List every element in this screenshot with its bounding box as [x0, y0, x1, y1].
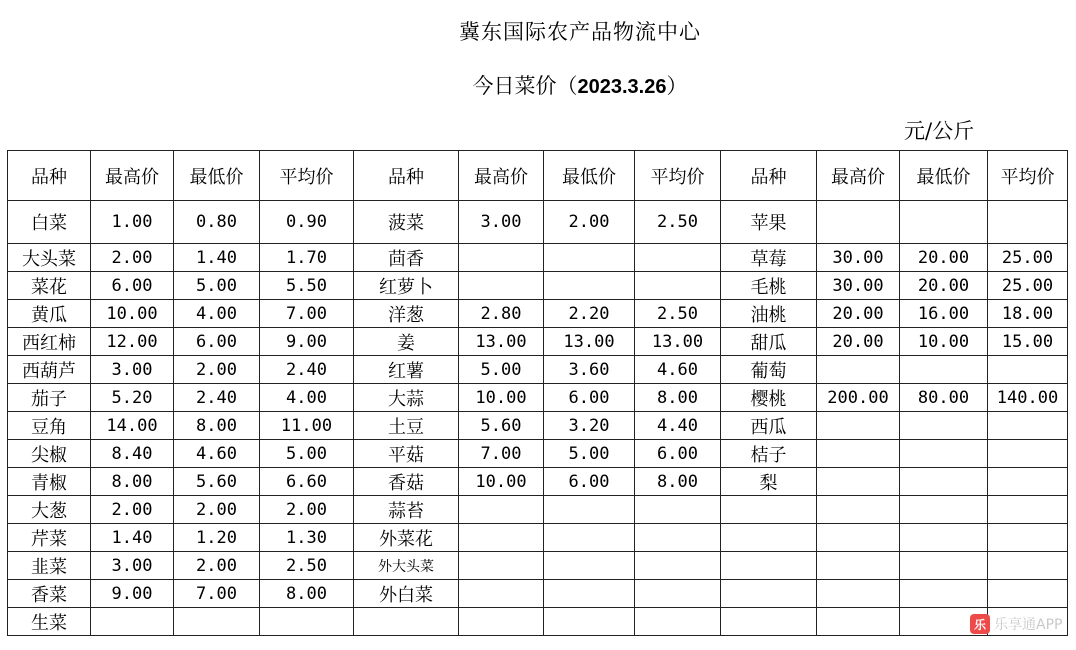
price-cell	[635, 608, 721, 636]
price-cell: 30.00	[817, 272, 900, 300]
item-name-cell: 菜花	[8, 272, 91, 300]
column-header: 最高价	[817, 151, 900, 201]
table-row	[8, 468, 1068, 496]
price-cell: 1.70	[260, 244, 354, 272]
page-subtitle	[0, 70, 1076, 100]
item-name-cell: 梨	[721, 468, 817, 496]
price-cell: 3.20	[544, 412, 635, 440]
price-cell: 6.60	[260, 468, 354, 496]
column-header: 品种	[354, 151, 459, 201]
price-cell: 0.90	[260, 201, 354, 244]
price-cell	[174, 608, 260, 636]
subtitle-suffix: ）	[666, 74, 688, 98]
price-cell	[635, 552, 721, 580]
price-cell: 80.00	[900, 384, 988, 412]
price-cell: 2.40	[174, 384, 260, 412]
price-cell: 6.00	[91, 272, 174, 300]
price-cell	[635, 524, 721, 552]
price-cell	[817, 468, 900, 496]
item-name-cell: 西红柿	[8, 328, 91, 356]
price-cell: 6.00	[544, 468, 635, 496]
price-cell	[817, 552, 900, 580]
price-cell	[459, 608, 544, 636]
price-cell	[635, 580, 721, 608]
price-cell: 10.00	[900, 328, 988, 356]
item-name-cell: 生菜	[8, 608, 91, 636]
item-name-cell: 毛桃	[721, 272, 817, 300]
price-cell: 25.00	[988, 244, 1068, 272]
column-header: 品种	[8, 151, 91, 201]
price-cell: 2.00	[544, 201, 635, 244]
item-name-cell: 大头菜	[8, 244, 91, 272]
table-row	[8, 272, 1068, 300]
table-row	[8, 580, 1068, 608]
price-cell	[988, 496, 1068, 524]
table-row	[8, 496, 1068, 524]
price-cell: 18.00	[988, 300, 1068, 328]
item-name-cell: 西葫芦	[8, 356, 91, 384]
price-cell	[817, 201, 900, 244]
table-row	[8, 244, 1068, 272]
price-cell	[988, 552, 1068, 580]
price-cell: 2.00	[91, 244, 174, 272]
price-cell: 0.80	[174, 201, 260, 244]
item-name-cell: 大葱	[8, 496, 91, 524]
table-row	[8, 412, 1068, 440]
item-name-cell	[354, 608, 459, 636]
price-cell	[459, 580, 544, 608]
app-logo-icon: 乐	[970, 614, 990, 634]
price-cell	[635, 496, 721, 524]
price-cell: 10.00	[91, 300, 174, 328]
price-cell: 4.00	[260, 384, 354, 412]
price-cell: 10.00	[459, 384, 544, 412]
price-cell: 2.50	[635, 300, 721, 328]
table-row	[8, 384, 1068, 412]
column-header: 最高价	[91, 151, 174, 201]
price-cell: 4.40	[635, 412, 721, 440]
item-name-cell: 草莓	[721, 244, 817, 272]
price-cell: 20.00	[817, 328, 900, 356]
price-cell: 14.00	[91, 412, 174, 440]
price-cell: 8.00	[635, 468, 721, 496]
price-cell	[817, 580, 900, 608]
price-cell: 9.00	[91, 580, 174, 608]
item-name-cell: 茴香	[354, 244, 459, 272]
column-header: 平均价	[988, 151, 1068, 201]
item-name-cell: 洋葱	[354, 300, 459, 328]
price-cell	[817, 496, 900, 524]
price-cell: 1.40	[91, 524, 174, 552]
item-name-cell: 芹菜	[8, 524, 91, 552]
price-cell: 2.40	[260, 356, 354, 384]
price-cell: 6.00	[174, 328, 260, 356]
table-row	[8, 300, 1068, 328]
price-cell: 5.00	[459, 356, 544, 384]
price-cell: 20.00	[817, 300, 900, 328]
price-cell	[988, 468, 1068, 496]
price-cell	[544, 580, 635, 608]
price-cell	[900, 468, 988, 496]
price-cell	[900, 524, 988, 552]
price-cell	[988, 580, 1068, 608]
price-cell	[459, 552, 544, 580]
item-name-cell	[721, 580, 817, 608]
price-cell	[459, 244, 544, 272]
table-row	[8, 608, 1068, 636]
price-cell: 5.00	[174, 272, 260, 300]
price-cell: 4.00	[174, 300, 260, 328]
column-header: 最低价	[174, 151, 260, 201]
price-cell: 3.00	[459, 201, 544, 244]
price-cell: 5.00	[544, 440, 635, 468]
price-cell: 1.00	[91, 201, 174, 244]
item-name-cell: 香菜	[8, 580, 91, 608]
price-cell: 16.00	[900, 300, 988, 328]
price-cell: 9.00	[260, 328, 354, 356]
item-name-cell: 菠菜	[354, 201, 459, 244]
price-cell: 5.60	[174, 468, 260, 496]
table-row	[8, 524, 1068, 552]
price-cell: 2.20	[544, 300, 635, 328]
unit-label: 元/公斤	[904, 119, 975, 143]
price-cell	[900, 412, 988, 440]
price-cell	[817, 440, 900, 468]
item-name-cell: 西瓜	[721, 412, 817, 440]
price-cell	[544, 524, 635, 552]
item-name-cell: 香菇	[354, 468, 459, 496]
price-cell: 13.00	[544, 328, 635, 356]
price-cell	[459, 272, 544, 300]
item-name-cell: 红萝卜	[354, 272, 459, 300]
price-cell: 25.00	[988, 272, 1068, 300]
price-cell	[988, 412, 1068, 440]
price-cell	[459, 496, 544, 524]
price-cell: 4.60	[174, 440, 260, 468]
price-cell	[544, 608, 635, 636]
price-cell	[900, 356, 988, 384]
price-cell	[900, 201, 988, 244]
item-name-cell: 土豆	[354, 412, 459, 440]
price-cell	[635, 244, 721, 272]
page-title: 冀东国际农产品物流中心	[459, 20, 701, 44]
price-cell: 7.00	[260, 300, 354, 328]
item-name-cell: 大蒜	[354, 384, 459, 412]
price-cell	[260, 608, 354, 636]
price-cell	[544, 272, 635, 300]
item-name-cell: 桔子	[721, 440, 817, 468]
price-cell: 5.00	[260, 440, 354, 468]
price-cell	[900, 580, 988, 608]
price-cell: 2.00	[260, 496, 354, 524]
price-cell	[900, 440, 988, 468]
item-name-cell: 外菜花	[354, 524, 459, 552]
price-cell: 3.60	[544, 356, 635, 384]
item-name-cell	[721, 496, 817, 524]
price-cell: 8.00	[174, 412, 260, 440]
price-cell: 7.00	[174, 580, 260, 608]
item-name-cell: 葡萄	[721, 356, 817, 384]
table-row	[8, 440, 1068, 468]
price-cell: 3.00	[91, 552, 174, 580]
price-cell	[988, 440, 1068, 468]
price-cell: 8.40	[91, 440, 174, 468]
column-header: 平均价	[635, 151, 721, 201]
column-header: 品种	[721, 151, 817, 201]
price-cell: 8.00	[260, 580, 354, 608]
price-cell	[817, 412, 900, 440]
price-cell	[544, 496, 635, 524]
item-name-cell: 姜	[354, 328, 459, 356]
item-name-cell	[721, 608, 817, 636]
price-cell: 2.00	[91, 496, 174, 524]
price-cell: 13.00	[635, 328, 721, 356]
price-cell: 2.00	[174, 496, 260, 524]
price-cell: 30.00	[817, 244, 900, 272]
subtitle-date: 2023.3.26	[577, 76, 667, 98]
item-name-cell	[721, 524, 817, 552]
column-header: 最低价	[544, 151, 635, 201]
price-cell	[544, 244, 635, 272]
item-name-cell: 苹果	[721, 201, 817, 244]
subtitle-prefix: 今日菜价（	[472, 74, 578, 98]
table-row	[8, 201, 1068, 244]
item-name-cell: 韭菜	[8, 552, 91, 580]
price-cell	[91, 608, 174, 636]
price-cell	[817, 356, 900, 384]
price-cell: 7.00	[459, 440, 544, 468]
price-cell	[459, 524, 544, 552]
price-cell: 2.50	[635, 201, 721, 244]
price-cell	[988, 356, 1068, 384]
watermark-text: 乐享通APP	[994, 617, 1063, 633]
price-cell	[817, 524, 900, 552]
price-cell	[988, 524, 1068, 552]
table-row	[8, 356, 1068, 384]
price-table	[7, 150, 1068, 636]
item-name-cell: 平菇	[354, 440, 459, 468]
price-cell: 2.00	[174, 356, 260, 384]
table-header-row	[8, 151, 1068, 201]
price-cell: 20.00	[900, 244, 988, 272]
price-cell: 1.30	[260, 524, 354, 552]
price-cell: 2.80	[459, 300, 544, 328]
table-row	[8, 328, 1068, 356]
price-cell: 2.50	[260, 552, 354, 580]
price-cell	[817, 608, 900, 636]
price-cell	[988, 201, 1068, 244]
item-name-cell: 外大头菜	[354, 552, 459, 580]
price-cell: 8.00	[635, 384, 721, 412]
price-cell	[900, 496, 988, 524]
price-cell: 6.00	[635, 440, 721, 468]
price-cell	[544, 552, 635, 580]
price-cell: 8.00	[91, 468, 174, 496]
item-name-cell: 红薯	[354, 356, 459, 384]
price-cell	[900, 552, 988, 580]
item-name-cell: 外白菜	[354, 580, 459, 608]
price-cell: 6.00	[544, 384, 635, 412]
price-cell: 11.00	[260, 412, 354, 440]
table-row	[8, 552, 1068, 580]
price-cell: 200.00	[817, 384, 900, 412]
item-name-cell: 蒜苔	[354, 496, 459, 524]
price-cell: 140.00	[988, 384, 1068, 412]
price-cell: 5.50	[260, 272, 354, 300]
price-cell: 5.20	[91, 384, 174, 412]
item-name-cell: 黄瓜	[8, 300, 91, 328]
price-cell: 1.20	[174, 524, 260, 552]
item-name-cell: 青椒	[8, 468, 91, 496]
item-name-cell: 豆角	[8, 412, 91, 440]
price-cell: 13.00	[459, 328, 544, 356]
price-cell: 10.00	[459, 468, 544, 496]
column-header: 最低价	[900, 151, 988, 201]
price-cell: 3.00	[91, 356, 174, 384]
price-cell: 20.00	[900, 272, 988, 300]
price-cell: 5.60	[459, 412, 544, 440]
price-cell: 4.60	[635, 356, 721, 384]
item-name-cell: 白菜	[8, 201, 91, 244]
price-cell: 12.00	[91, 328, 174, 356]
price-cell: 2.00	[174, 552, 260, 580]
column-header: 最高价	[459, 151, 544, 201]
item-name-cell: 茄子	[8, 384, 91, 412]
item-name-cell	[721, 552, 817, 580]
item-name-cell: 甜瓜	[721, 328, 817, 356]
item-name-cell: 樱桃	[721, 384, 817, 412]
price-cell	[635, 272, 721, 300]
item-name-cell: 尖椒	[8, 440, 91, 468]
watermark	[970, 614, 1062, 634]
price-cell: 15.00	[988, 328, 1068, 356]
column-header: 平均价	[260, 151, 354, 201]
item-name-cell: 油桃	[721, 300, 817, 328]
price-cell: 1.40	[174, 244, 260, 272]
